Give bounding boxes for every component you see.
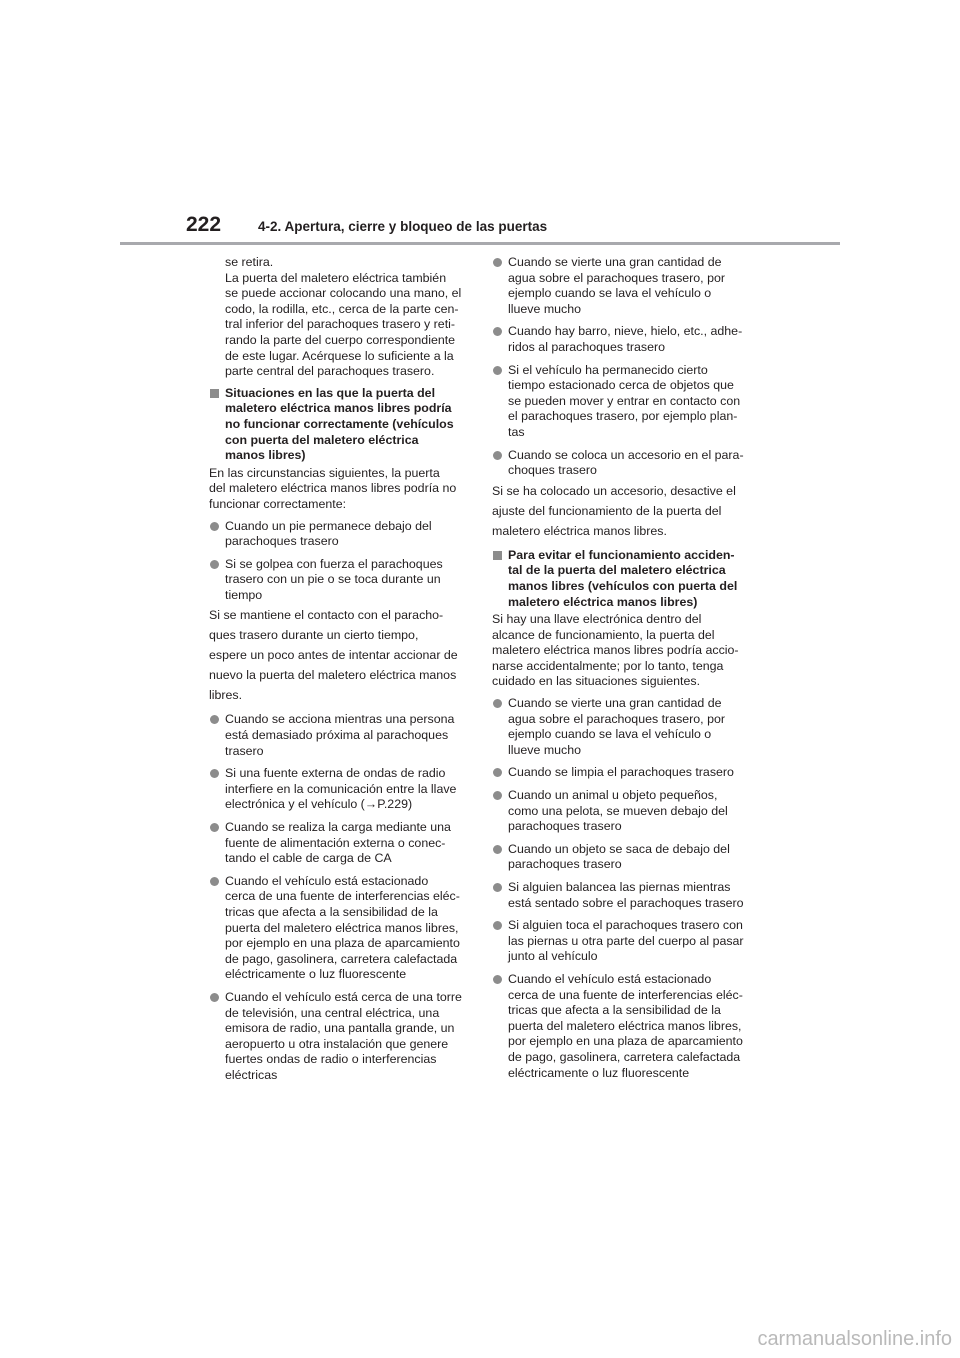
list-item: Si alguien balancea las piernas mientras está sentado sobre el parachoques trasero	[492, 880, 750, 911]
circle-bullet-icon	[493, 883, 502, 892]
section-title: 4-2. Apertura, cierre y bloqueo de las puertas	[258, 219, 548, 234]
list-item: Si se golpea con fuerza el parachoques trasero con un pie o se toca durante un tiempo	[209, 557, 467, 604]
list-item: Cuando el vehículo está estacionado cerca de una fuente de interferencias eléc- tricas que afecta a la sensibilidad de la puerta del maletero eléctrica manos libres, por ejemplo en una plaza de aparcamiento de pago, gasolinera, carretera calefactada eléctricamente o luz fluorescente	[209, 874, 467, 983]
circle-bullet-icon	[493, 258, 502, 267]
circle-bullet-icon	[210, 522, 219, 531]
list-item: Cuando se limpia el parachoques trasero	[492, 765, 750, 781]
square-bullet-icon	[493, 551, 502, 560]
list-item: Si el vehículo ha permanecido cierto tiempo estacionado cerca de objetos que se pueden mover y entrar en contacto con el parachoques trasero, por ejemplo plan- tas	[492, 363, 750, 441]
list-item: Cuando un pie permanece debajo del parachoques trasero	[209, 519, 467, 550]
note-paragraph: Si se ha colocado un accesorio, desactive el ajuste del funcionamiento de la puerta del maletero eléctrica manos libres.	[492, 483, 736, 538]
header-rule	[120, 242, 840, 245]
circle-bullet-icon	[210, 993, 219, 1002]
circle-bullet-icon	[210, 769, 219, 778]
list-item: Cuando se coloca un accesorio en el para- choques trasero	[492, 448, 750, 479]
circle-bullet-icon	[493, 768, 502, 777]
left-column	[209, 255, 467, 1091]
heading-hands-free-malfunction: Situaciones en las que la puerta del maletero eléctrica manos libres podría no funcionar correctamente (vehículos con puerta del maletero eléctrica manos libres)	[209, 386, 467, 464]
circle-bullet-icon	[493, 791, 502, 800]
heading-prevent-accidental-operation: Para evitar el funcionamiento acciden- tal de la puerta del maletero eléctrica manos libres (vehículos con puerta del maletero eléctrica manos libres)	[492, 548, 750, 610]
page-header	[0, 0, 960, 250]
circle-bullet-icon	[493, 451, 502, 460]
circle-bullet-icon	[210, 823, 219, 832]
circle-bullet-icon	[493, 921, 502, 930]
list-item: Cuando un animal u objeto pequeños, como una pelota, se mueven debajo del parachoques trasero	[492, 788, 750, 835]
note-paragraph: Si se mantiene el contacto con el paracho- ques trasero durante un cierto tiempo, espere un poco antes de intentar accionar de nuevo la puerta del maletero eléctrica manos libres.	[209, 608, 458, 703]
intro-paragraph: En las circunstancias siguientes, la puerta del maletero eléctrica manos libres podría no funcionar correctamente:	[209, 465, 457, 511]
circle-bullet-icon	[493, 366, 502, 375]
circle-bullet-icon	[493, 845, 502, 854]
list-item: Cuando se vierte una gran cantidad de agua sobre el parachoques trasero, por ejemplo cuando se lava el vehículo o llueve mucho	[492, 255, 750, 317]
list-item: Cuando el vehículo está estacionado cerca de una fuente de interferencias eléc- tricas que afecta a la sensibilidad de la puerta del maletero eléctrica manos libres, por ejemplo en una plaza de aparcamiento de pago, gasolinera, carretera calefactada eléctricamente o luz fluorescente	[492, 972, 750, 1081]
circle-bullet-icon	[210, 560, 219, 569]
intro-paragraph: Si hay una llave electrónica dentro del alcance de funcionamiento, la puerta del maletero eléctrica manos libres podría accio- narse accidentalmente; por lo tanto, tenga cuidado en las situaciones siguientes.	[492, 612, 739, 689]
continued-text: se retira. La puerta del maletero eléctrica también se puede accionar colocando una mano, el codo, la rodilla, etc., cerca de la parte cen- tral inferior del parachoques trasero y reti- rando la parte del cuerpo correspondiente de este lugar. Acérquese lo suficiente a la parte central del parachoques trasero.	[225, 255, 462, 379]
circle-bullet-icon	[210, 877, 219, 886]
page-number: 222	[186, 213, 222, 236]
watermark: carmanualsonline.info	[757, 1328, 952, 1350]
circle-bullet-icon	[493, 699, 502, 708]
circle-bullet-icon	[493, 975, 502, 984]
list-item: Cuando el vehículo está cerca de una torre de televisión, una central eléctrica, una emisora de radio, una pantalla grande, un aeropuerto u otra instalación que genere fuertes ondas de radio o interferencias eléctricas	[209, 990, 467, 1084]
list-item: Cuando hay barro, nieve, hielo, etc., adhe- ridos al parachoques trasero	[492, 324, 750, 355]
list-item: Cuando se acciona mientras una persona está demasiado próxima al parachoques trasero	[209, 712, 467, 759]
list-item: Si una fuente externa de ondas de radio interfiere en la comunicación entre la llave electrónica y el vehículo (→P.229)	[209, 766, 467, 813]
circle-bullet-icon	[210, 715, 219, 724]
right-column	[492, 255, 750, 1088]
square-bullet-icon	[210, 389, 219, 398]
list-item: Cuando se vierte una gran cantidad de agua sobre el parachoques trasero, por ejemplo cuando se lava el vehículo o llueve mucho	[492, 696, 750, 758]
list-item: Cuando se realiza la carga mediante una fuente de alimentación externa o conec- tando el cable de carga de CA	[209, 820, 467, 867]
circle-bullet-icon	[493, 327, 502, 336]
list-item: Si alguien toca el parachoques trasero con las piernas u otra parte del cuerpo al pasar junto al vehículo	[492, 918, 750, 965]
list-item: Cuando un objeto se saca de debajo del parachoques trasero	[492, 842, 750, 873]
